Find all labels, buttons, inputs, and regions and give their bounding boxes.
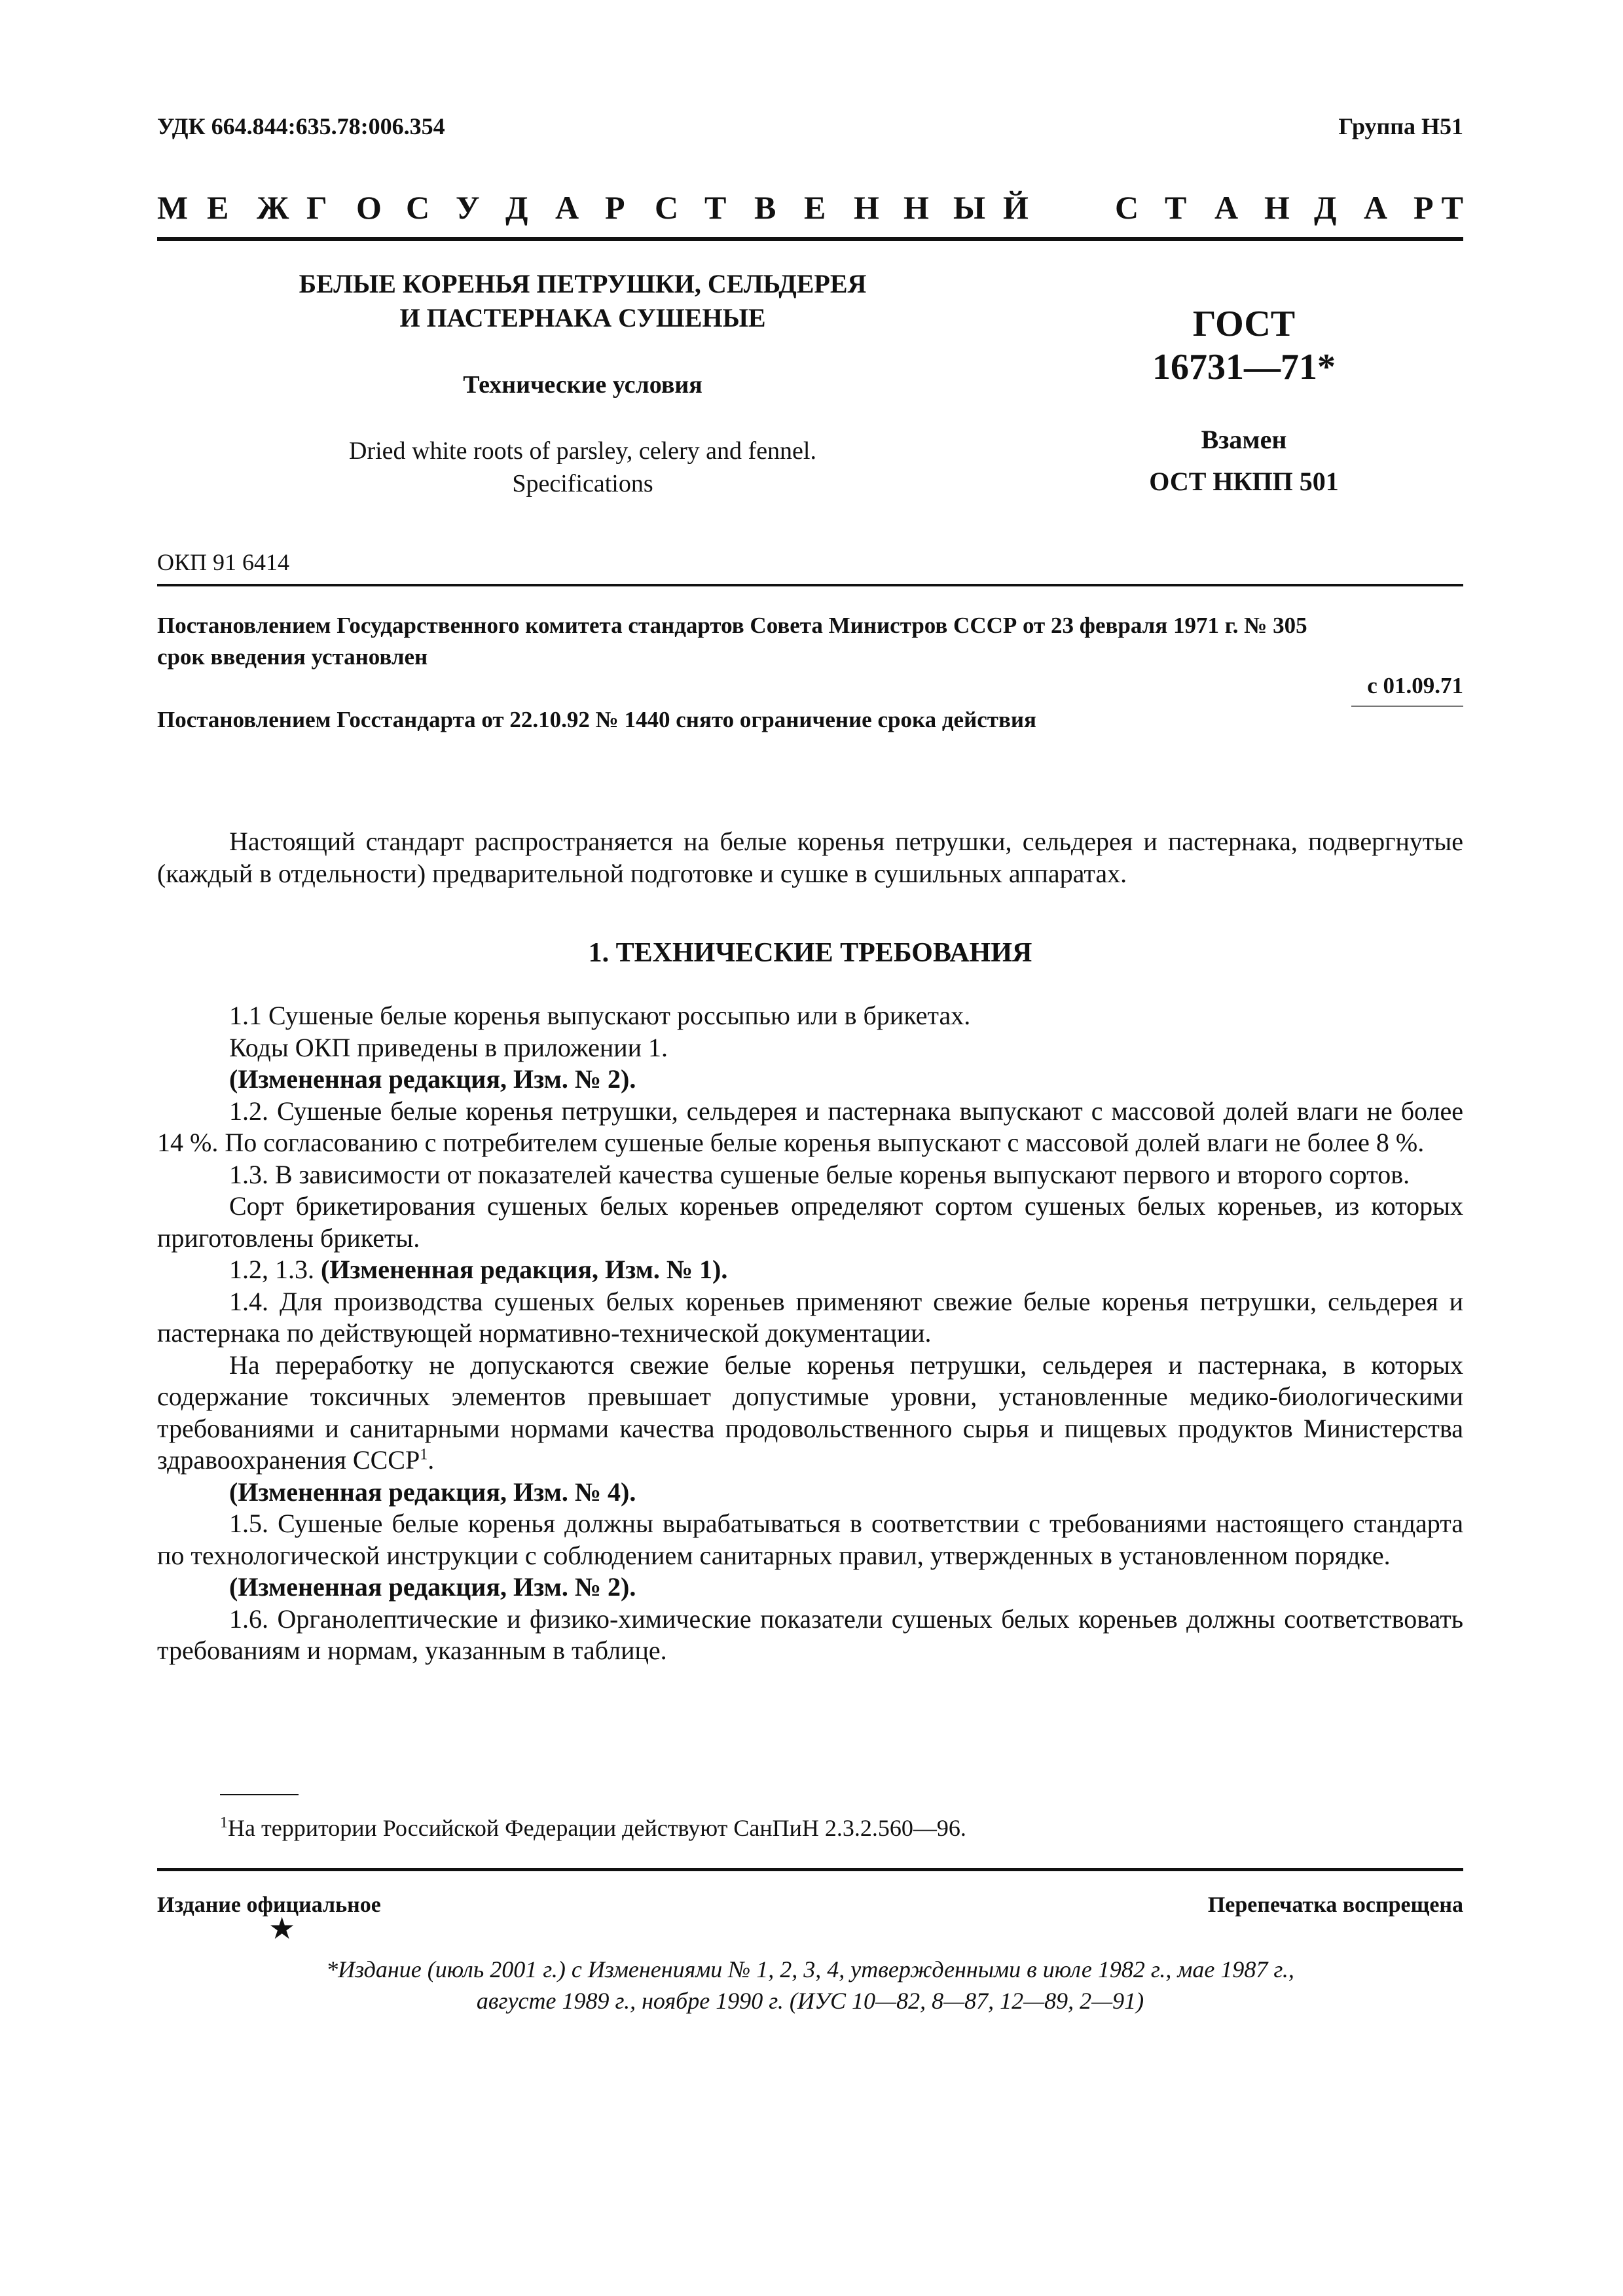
footnote-rule — [220, 1794, 299, 1795]
heading-letter: Н — [854, 189, 879, 226]
replaces-block — [1074, 419, 1414, 503]
paragraph-1-1: 1.1 Сушеные белые коренья выпускают россыпью или в брикетах. — [229, 1001, 971, 1030]
decree-line-1: Постановлением Государственного комитета стандартов Совета Министров СССР от 23 февраля 1971 г. № 305 — [157, 613, 1307, 638]
english-title — [216, 435, 949, 500]
heading-letter: В — [754, 189, 776, 226]
heading-letter: Й — [1003, 189, 1029, 226]
document-title — [216, 267, 949, 335]
restriction-text: На переработку не допускаются свежие белые коренья петрушки, сельдерея и пастернака, в которых содержание токсичных элементов превышает допустимые уровни, установленные медико-биологическими требованиями и санитарными нормами качества продовольственного сырья и пищевых продуктов Министерства здравоохранения СССР — [157, 1350, 1463, 1475]
heading-letter: Г — [306, 189, 327, 226]
replaces-label: Взамен — [1201, 425, 1287, 454]
paragraph-1-2-1-3-amendment — [157, 1254, 1463, 1286]
footnote — [220, 1814, 966, 1842]
heading-letter: А — [1214, 189, 1239, 226]
heading-letter: О — [356, 189, 382, 226]
heading-letter: Е — [207, 189, 229, 226]
document-subtitle: Технические условия — [463, 371, 702, 399]
heading-letter: С — [655, 189, 679, 226]
english-title-line-2: Specifications — [512, 470, 653, 497]
decree-line-3: Постановлением Госстандарта от 22.10.92 № 1440 снято ограничение срока действия — [157, 707, 1036, 732]
english-title-line-1: Dried white roots of parsley, celery and fennel. — [349, 437, 816, 465]
heading-letter: С — [1115, 189, 1139, 226]
paragraph-1-6: 1.6. Органолептические и физико-химические показатели сушеных белых кореньев должны соответствовать требованиям и нормам, указанным в таблице. — [157, 1604, 1463, 1665]
heading-letter: Р — [1413, 189, 1434, 226]
standard-type-heading — [157, 188, 1463, 228]
paragraph-1-3: 1.3. В зависимости от показателей качества сушеные белые коренья выпускают первого и второго сортов. — [229, 1159, 1410, 1189]
footnote-text: На территории Российской Федерации действуют СанПиН 2.3.2.560—96. — [228, 1815, 966, 1841]
intro-paragraph — [157, 826, 1463, 889]
effective-date: с 01.09.71 — [1367, 673, 1463, 698]
amendment-note: (Измененная редакция, Изм. № 2). — [229, 1064, 636, 1094]
heading-letter: М — [157, 189, 189, 226]
paragraph-1-3-briquette: Сорт брикетирования сушеных белых кореньев определяют сортом сушеных белых кореньев, из которых приготовлены брикеты. — [157, 1191, 1463, 1253]
intro-text: Настоящий стандарт распространяется на белые коренья петрушки, сельдерея и пастернака, подвергнутые (каждый в отдельности) предварительной подготовке и сушке в сушильных аппаратах. — [157, 827, 1463, 888]
paragraph-1-2: 1.2. Сушеные белые коренья петрушки, сельдерея и пастернака выпускают с массовой долей влаги не более 14 %. По согласованию с потребителем сушеные белые коренья выпускают с массовой долей влаги не более 8 %. — [157, 1096, 1463, 1157]
udk-code: УДК 664.844:635.78:006.354 — [157, 113, 445, 139]
heading-letter: С — [406, 189, 430, 226]
section-1-body — [157, 1000, 1463, 1667]
gost-label: ГОСТ — [1192, 304, 1296, 344]
heading-letter: А — [555, 189, 579, 226]
okp-code: ОКП 91 6414 — [157, 549, 290, 575]
footnote-reference: 1 — [420, 1446, 428, 1463]
heading-letter: Е — [804, 189, 826, 226]
footer-rule — [157, 1868, 1463, 1871]
replaces-standard: ОСТ НКПП 501 — [1149, 467, 1339, 496]
heading-letter: Т — [1165, 189, 1187, 226]
title-line-1: БЕЛЫЕ КОРЕНЬЯ ПЕТРУШКИ, СЕЛЬДЕРЕЯ — [299, 269, 867, 298]
decree-text — [157, 610, 1467, 673]
amendment-ref: 1.2, 1.3. — [229, 1255, 314, 1284]
official-edition-label: Издание официальное — [157, 1893, 381, 1917]
reprint-prohibited-label: Перепечатка воспрещена — [1207, 1893, 1463, 1917]
group-code: Группа Н51 — [1338, 113, 1463, 139]
amendment-note: (Измененная редакция, Изм. № 1). — [321, 1255, 728, 1284]
heading-letter: У — [456, 189, 480, 226]
edition-note-line-2: августе 1989 г., ноябре 1990 г. (ИУС 10—82, 8—87, 12—89, 2—91) — [476, 1988, 1144, 2014]
title-line-2: И ПАСТЕРНАКА СУШЕНЫЕ — [399, 303, 766, 332]
paragraph-1-4-restriction — [157, 1350, 1463, 1477]
star-mark: ★ — [268, 1912, 296, 1945]
amendment-note: (Измененная редакция, Изм. № 2). — [229, 1572, 636, 1602]
heading-letter: Д — [505, 189, 528, 226]
gost-number: 16731—71* — [1152, 347, 1336, 387]
heading-letter: А — [1364, 189, 1388, 226]
footnote-mark: 1 — [220, 1814, 228, 1831]
heading-letter: Н — [1264, 189, 1290, 226]
paragraph-1-4: 1.4. Для производства сушеных белых кореньев применяют свежие белые коренья петрушки, сельдерея и пастернака по действующей нормативно-технической документации. — [157, 1286, 1463, 1348]
heading-letter: Н — [903, 189, 929, 226]
decree-line-2: срок введения установлен — [157, 644, 428, 670]
paragraph-1-1-okp: Коды ОКП приведены в приложении 1. — [229, 1032, 668, 1062]
heading-letter: Т — [1441, 189, 1463, 226]
restriction-end: . — [428, 1445, 435, 1475]
heading-letter: Р — [605, 189, 625, 226]
edition-note — [157, 1954, 1463, 2017]
heading-letter: Ж — [257, 189, 289, 226]
heading-letter: Д — [1314, 189, 1337, 226]
heading-letter: Ы — [953, 189, 986, 226]
edition-note-line-1: *Издание (июль 2001 г.) с Изменениями № 1, 2, 3, 4, утвержденными в июле 1982 г., мае 1987 г., — [326, 1956, 1294, 1982]
section-1-heading: 1. ТЕХНИЧЕСКИЕ ТРЕБОВАНИЯ — [588, 938, 1032, 968]
heading-rule — [157, 237, 1463, 241]
gost-designation — [1074, 302, 1414, 389]
paragraph-1-5: 1.5. Сушеные белые коренья должны вырабатываться в соответствии с требованиями настоящего стандарта по технологической инструкции с соблюдением санитарных правил, утвержденных в установленном порядке. — [157, 1509, 1463, 1570]
amendment-note: (Измененная редакция, Изм. № 4). — [229, 1477, 636, 1507]
heading-letter: Т — [704, 189, 727, 226]
okp-rule — [157, 584, 1463, 586]
